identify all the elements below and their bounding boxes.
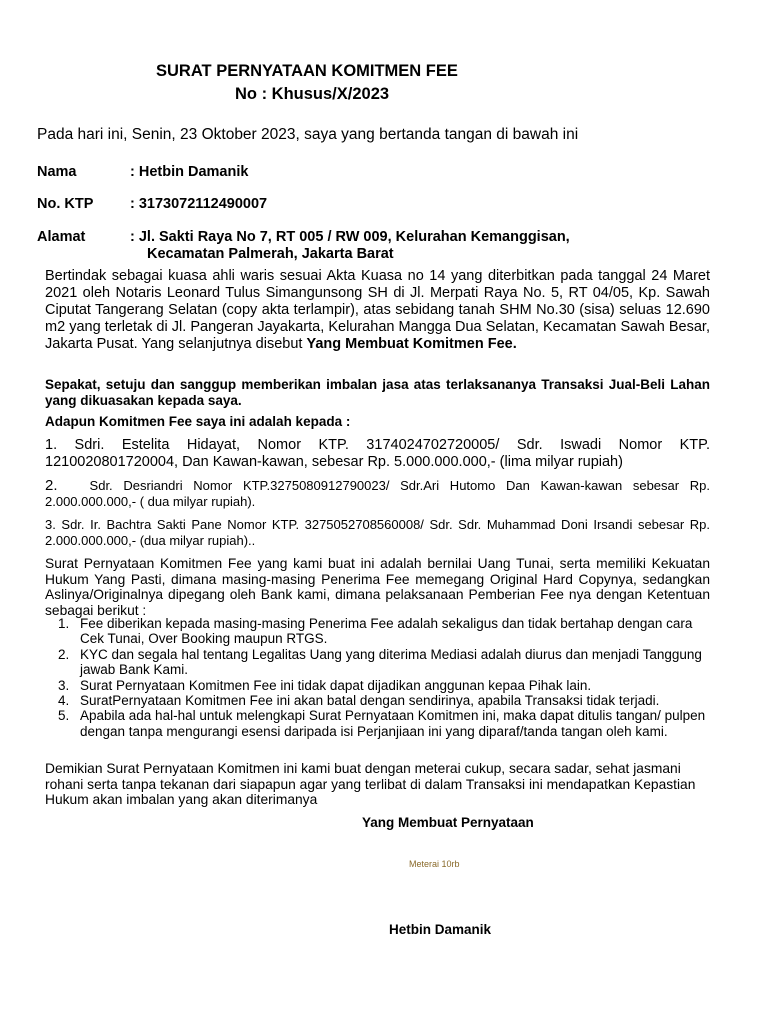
list-item: 1. Fee diberikan kepada masing-masing Penerima Fee adalah sekaligus dan tidak bertahap dengan cara Cek Tunai, Over Booking maupun RTGS. [58, 616, 693, 647]
field-nama-value: : Hetbin Damanik [130, 164, 249, 180]
authority-bold-text: Yang Membuat Komitmen Fee. [306, 336, 517, 352]
terms-list [45, 616, 710, 739]
authority-paragraph [45, 268, 710, 353]
field-nama-label: Nama [37, 164, 77, 180]
signature-heading: Yang Membuat Pernyataan [362, 815, 534, 830]
field-ktp-value: : 3173072112490007 [130, 196, 268, 212]
field-alamat-label: Alamat [37, 229, 86, 245]
document-number: No : Khusus/X/2023 [235, 85, 390, 103]
field-ktp [37, 196, 267, 212]
recipient-2-number: 2. [45, 477, 58, 494]
intro-line: Pada hari ini, Senin, 23 Oktober 2023, saya yang bertanda tangan di bawah ini [37, 126, 579, 143]
agreement-paragraph: Sepakat, setuju dan sanggup memberikan imbalan jasa atas terlaksananya Transaksi Jual-Beli Lahan yang dikuasakan kepada saya. [45, 377, 710, 408]
field-alamat-value-line2: Kecamatan Palmerah, Jakarta Barat [147, 246, 394, 262]
list-item: 4. SuratPernyataan Komitmen Fee ini akan batal dengan sendirinya, apabila Transaksi tidak terjadi. [58, 693, 660, 709]
meterai-stamp: Meterai 10rb [409, 859, 460, 869]
recipients-heading: Adapun Komitmen Fee saya ini adalah kepada : [45, 414, 351, 429]
document-title: SURAT PERNYATAAN KOMITMEN FEE [156, 62, 458, 80]
list-item: 5. Apabila ada hal-hal untuk melengkapi Surat Pernyataan Komitmen ini, maka dapat ditulis tangan/ pulpen dengan tanpa mengurangi esensi daripada isi Perjanjiaan ini yang diparaf/tanda tangan oleh kami. [58, 708, 706, 739]
terms-paragraph: Surat Pernyataan Komitmen Fee yang kami buat ini adalah bernilai Uang Tunai, serta memiliki Kekuatan Hukum Yang Pasti, dimana masing-masing Penerima Fee memegang Original Hard Copynya, sedangkan Aslinya/Originalnya dipegang oleh Bank kami, dimana pelaksanaan Pemberian Fee nya dengan Ketentuan sebagai berikut : [45, 556, 710, 618]
recipient-2-text: Sdr. Desriandri Nomor KTP.3275080912790023/ Sdr.Ari Hutomo Dan Kawan-kawan sebesar Rp. 2.000.000.000,- ( dua milyar rupiah). [45, 478, 711, 509]
closing-paragraph: Demikian Surat Pernyataan Komitmen ini kami buat dengan meterai cukup, secara sadar, sehat jasmani rohani serta tanpa tekanan dari siapapun agar yang terlibat di dalam Transaksi ini mendapatkan Kepastian Hukum akan imbalan yang akan diterimanya [45, 761, 696, 807]
authority-text: Bertindak sebagai kuasa ahli waris sesuai Akta Kuasa no 14 yang diterbitkan pada tanggal 24 Maret 2021 oleh Notaris Leonard Tulus Simangunsong SH di Jl. Merpati Raya No. 5, RT 04/05, Kp. Sawah Ciputat Tangerang Selatan (copy akta terlampir), atas sebidang tanah SHM No.30 (sisa) seluas 12.690 m2 yang terletak di Jl. Pangeran Jayakarta, Kelurahan Mangga Dua Selatan, Kecamatan Sawah Besar, Jakarta Pusat. Yang selanjutnya disebut [45, 268, 710, 352]
list-item: 2. KYC dan segala hal tentang Legalitas Uang yang diterima Mediasi adalah diurus dan menjadi Tanggung jawab Bank Kami. [58, 646, 702, 678]
recipient-2 [45, 478, 710, 510]
recipient-1: 1. Sdri. Estelita Hidayat, Nomor KTP. 3174024702720005/ Sdr. Iswadi Nomor KTP. 1210020801720004, Dan Kawan-kawan, sebesar Rp. 5.000.000.000,- (lima milyar rupiah) [45, 437, 710, 470]
field-alamat-value-line1: : Jl. Sakti Raya No 7, RT 005 / RW 009, Kelurahan Kemanggisan, [130, 229, 570, 245]
list-item: 3. Surat Pernyataan Komitmen Fee ini tidak dapat dijadikan anggunan kepaa Pihak lain. [58, 677, 592, 693]
signer-name: Hetbin Damanik [389, 922, 492, 937]
field-nama [37, 164, 248, 180]
field-ktp-label: No. KTP [37, 196, 94, 212]
field-alamat [37, 229, 570, 245]
recipient-3: 3. Sdr. Ir. Bachtra Sakti Pane Nomor KTP. 3275052708560008/ Sdr. Sdr. Muhammad Doni Irsandi sebesar Rp. 2.000.000.000,- (dua milyar rupiah).. [45, 517, 710, 548]
